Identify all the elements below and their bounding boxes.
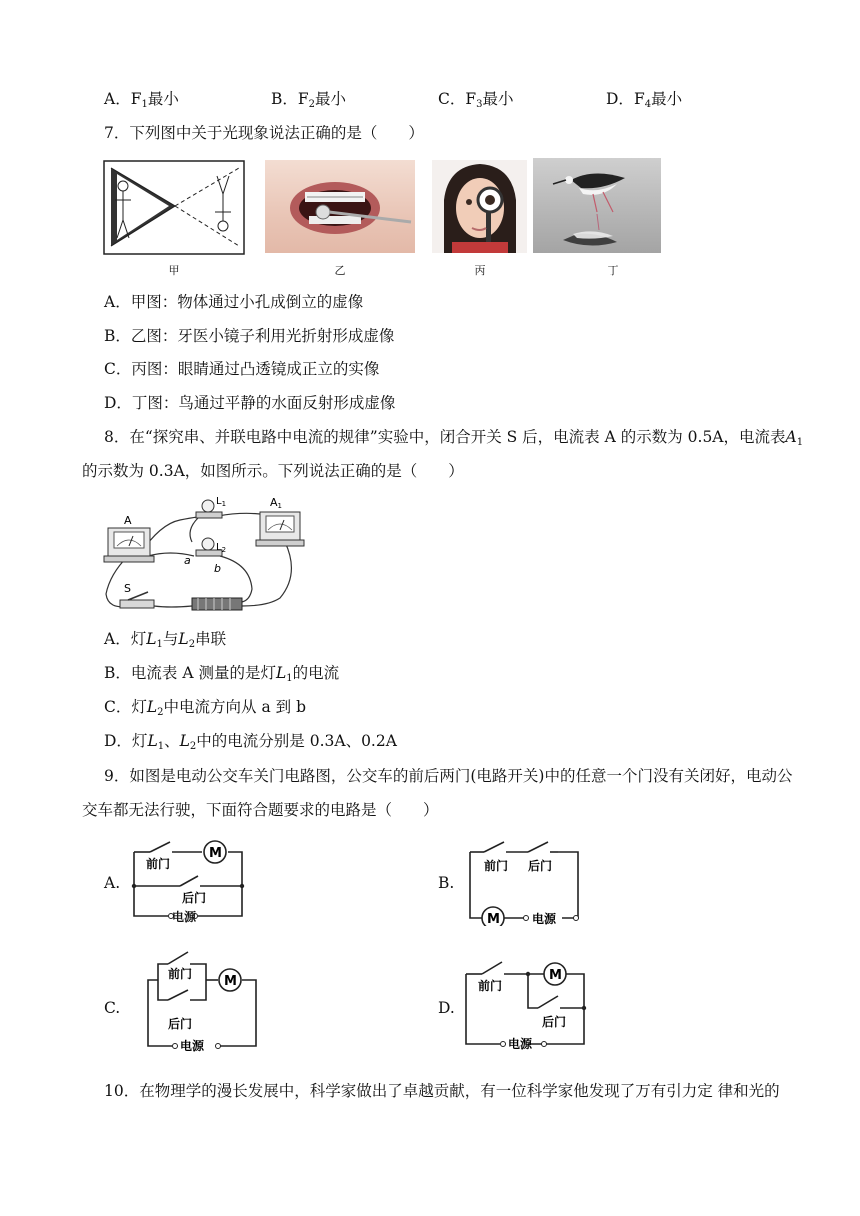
q8-option-d: D．灯$L_1$、$L_2$中的电流分别是 0.3A、0.2A (104, 732, 397, 752)
q8-stem-line2: 的示数为 0.3A，如图所示。下列说法正确的是（ ） (82, 462, 464, 480)
battery (192, 598, 242, 610)
rear-door-label-c: 后门 (168, 1017, 193, 1031)
bird-illustration (533, 158, 661, 253)
dentist-mirror-photo (265, 160, 415, 253)
front-door-label-b: 前门 (484, 859, 509, 873)
circuit-d (462, 958, 590, 1052)
q9-option-c-letter: C. (104, 999, 121, 1017)
pinhole-camera-figure (103, 160, 245, 255)
q8-option-b: B．电流表 A 测量的是灯$L_1$的电流 (104, 664, 340, 684)
q6-option-a: A．$F_1$最小 (104, 90, 179, 110)
q9-stem-line1: 9．如图是电动公交车关门电路图，公交车的前后两门(电路开关)中的任意一个门没有关闭好，电动公 (104, 767, 793, 785)
front-door-label-a: 前门 (146, 857, 171, 871)
magnifier-photo (432, 160, 527, 253)
front-door-label-c: 前门 (168, 967, 193, 981)
caption-jia: 甲 (168, 264, 180, 277)
power-label-d: 电源 (508, 1037, 533, 1051)
q9-option-a-letter: A. (104, 874, 121, 892)
girl-magnifier-illustration (432, 160, 527, 253)
q7-option-c: C．丙图：眼睛通过凸透镜成正立的实像 (104, 360, 380, 378)
label-ammeter-a: A (124, 514, 132, 527)
q7-option-a: A．甲图：物体通过小孔成倒立的虚像 (104, 293, 364, 311)
q9-option-d-letter: D. (438, 999, 455, 1017)
motor-label-b: M (487, 912, 500, 926)
label-ammeter-a1: A1 (270, 496, 282, 510)
circuit-c (146, 950, 262, 1052)
caption-bing: 丙 (474, 264, 486, 277)
q6-option-d: D．$F_4$最小 (606, 90, 683, 110)
q6-option-c: C．$F_3$最小 (438, 90, 514, 110)
caption-yi: 乙 (334, 264, 346, 277)
ammeter-a1 (256, 512, 304, 546)
power-label-b: 电源 (532, 912, 557, 926)
q7-option-d: D．丁图：鸟通过平静的水面反射形成虚像 (104, 394, 396, 412)
label-lamp-l2: $L_2$ (216, 542, 227, 554)
label-switch-s: S (124, 582, 131, 595)
q8-circuit-figure (100, 494, 310, 614)
circuit-b (466, 840, 582, 926)
motor-label-a: M (209, 846, 222, 861)
q7-stem: 7．下列图中关于光现象说法正确的是（ ） (104, 124, 424, 142)
q8-stem-line1: 8．在“探究串、并联电路中电流的规律”实验中，闭合开关 S 后，电流表 A 的示数为 0.5A，电流表$A_1$ (104, 428, 804, 448)
q9-stem-line2: 交车都无法行驶，下面符合题要求的电路是（ ） (82, 801, 439, 819)
q8-option-a: A．灯$L_1$与$L_2$串联 (104, 630, 227, 650)
q10-stem-line1: 10．在物理学的漫长发展中，科学家做出了卓越贡献，有一位科学家他发现了万有引力定 律和光的 (104, 1082, 780, 1100)
label-point-a: a (184, 554, 191, 567)
q6-option-b: B．$F_2$最小 (271, 90, 347, 110)
ammeter-a (104, 528, 154, 562)
bird-reflection-photo (533, 158, 661, 253)
q9-option-b-letter: B. (438, 874, 455, 892)
rear-door-label-d: 后门 (542, 1015, 567, 1029)
motor-label-c: M (224, 974, 237, 989)
label-point-b: b (214, 562, 221, 575)
label-lamp-l1: $L_1$ (216, 496, 227, 508)
q8-option-c: C．灯$L_2$中电流方向从 a 到 b (104, 698, 306, 718)
rear-door-label-a: 后门 (182, 891, 207, 905)
caption-ding: 丁 (607, 264, 619, 277)
rear-door-label-b: 后门 (528, 859, 553, 873)
q7-option-b: B．乙图：牙医小镜子利用光折射形成虚像 (104, 327, 395, 345)
power-label-a: 电源 (172, 910, 197, 924)
front-door-label-d: 前门 (478, 979, 503, 993)
power-label-c: 电源 (180, 1039, 205, 1052)
mouth-illustration (265, 160, 415, 253)
motor-label-d: M (549, 968, 562, 983)
